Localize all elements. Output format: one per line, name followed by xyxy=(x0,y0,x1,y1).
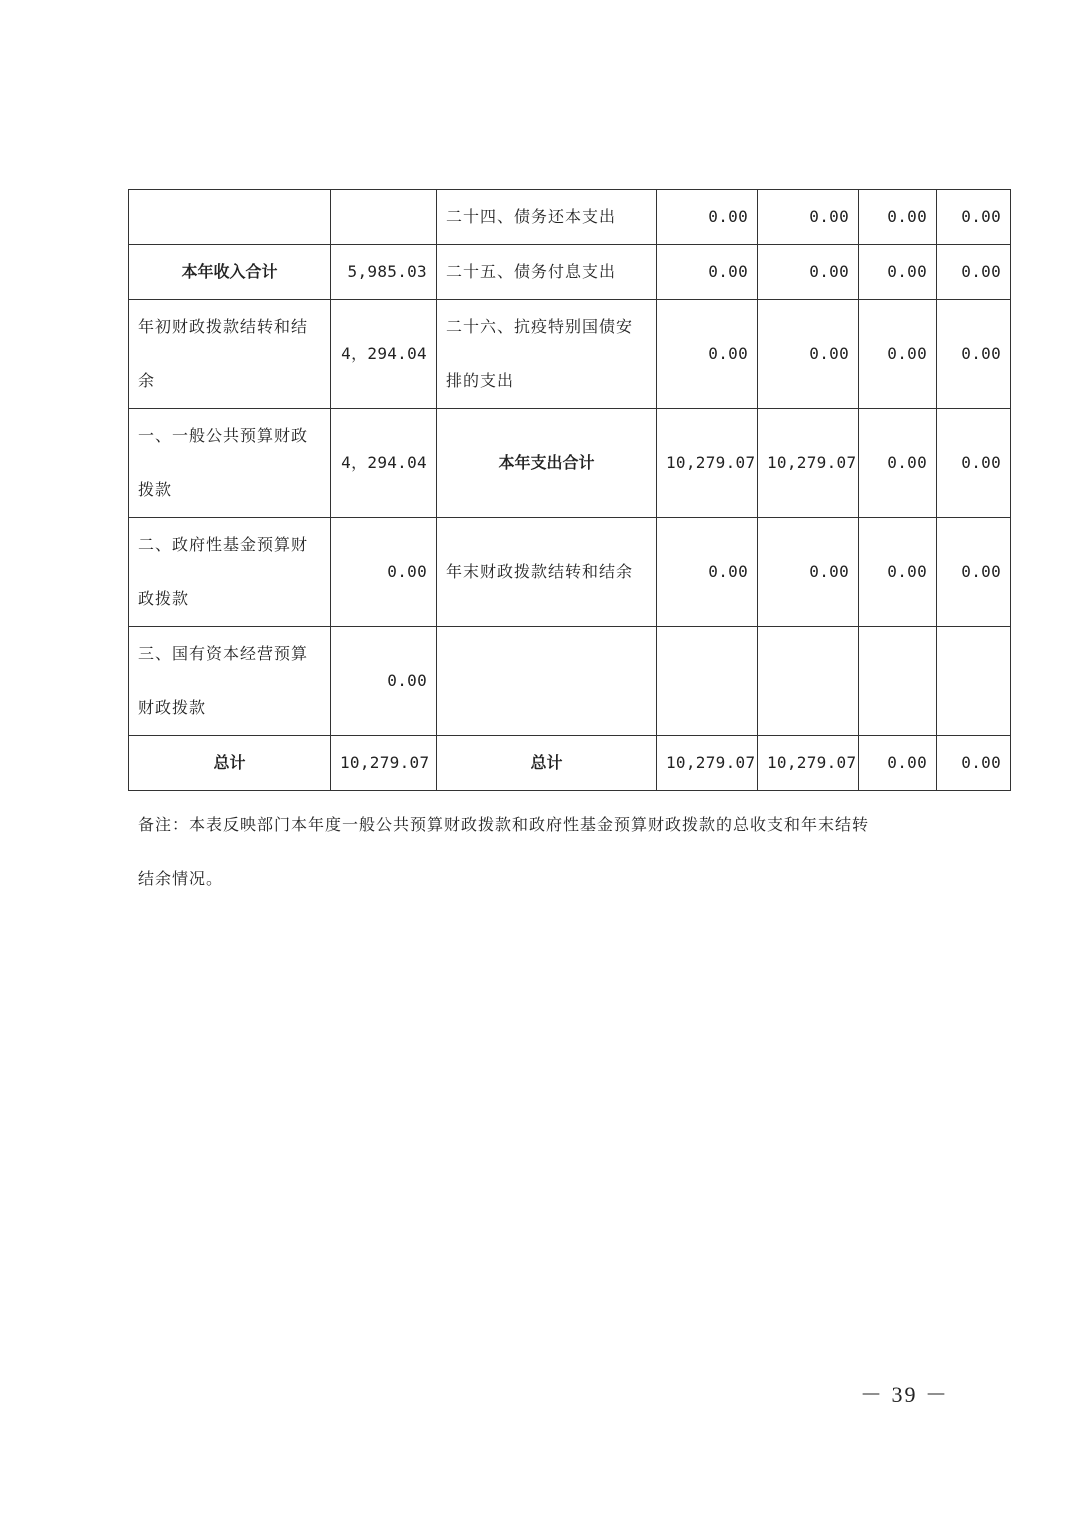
cell-label: 本年支出合计 xyxy=(437,409,657,518)
table-row xyxy=(129,409,1011,518)
cell-amount: 0.00 xyxy=(758,518,859,627)
cell-amount: 4，294.04 xyxy=(331,300,437,409)
cell-amount: 0.00 xyxy=(758,245,859,300)
cell-amount: 0.00 xyxy=(937,409,1011,518)
cell-amount: 10,279.07 xyxy=(331,736,437,791)
table-row xyxy=(129,190,1011,245)
cell-amount: 0.00 xyxy=(937,245,1011,300)
cell-label: 二十四、债务还本支出 xyxy=(437,190,657,245)
cell-label: 本年收入合计 xyxy=(129,245,331,300)
cell-amount: 0.00 xyxy=(657,518,758,627)
cell-amount: 0.00 xyxy=(331,518,437,627)
cell-amount: 0.00 xyxy=(859,736,937,791)
cell-amount xyxy=(758,627,859,736)
cell-amount: 0.00 xyxy=(937,300,1011,409)
cell-amount: 0.00 xyxy=(859,518,937,627)
table-row xyxy=(129,245,1011,300)
cell-label: 年末财政拨款结转和结余 xyxy=(437,518,657,627)
table-row xyxy=(129,300,1011,409)
cell-label: 二十五、债务付息支出 xyxy=(437,245,657,300)
cell-amount xyxy=(859,627,937,736)
cell-amount: 0.00 xyxy=(859,245,937,300)
cell-label: 一、一般公共预算财政拨款 xyxy=(129,409,331,518)
cell-amount: 5,985.03 xyxy=(331,245,437,300)
cell-label: 年初财政拨款结转和结余 xyxy=(129,300,331,409)
cell-label: 三、国有资本经营预算财政拨款 xyxy=(129,627,331,736)
table-row xyxy=(129,627,1011,736)
cell-amount: 0.00 xyxy=(758,190,859,245)
cell-label: 二、政府性基金预算财政拨款 xyxy=(129,518,331,627)
cell-amount xyxy=(657,627,758,736)
note-line-2: 结余情况。 xyxy=(138,869,224,888)
cell-label xyxy=(129,190,331,245)
note-line-1: 备注：本表反映部门本年度一般公共预算财政拨款和政府性基金预算财政拨款的总收支和年末结转 xyxy=(138,815,870,834)
cell-amount xyxy=(937,627,1011,736)
cell-amount: 0.00 xyxy=(859,409,937,518)
table-row xyxy=(129,518,1011,627)
cell-amount: 0.00 xyxy=(657,190,758,245)
cell-amount xyxy=(331,190,437,245)
cell-label: 总计 xyxy=(129,736,331,791)
cell-amount: 0.00 xyxy=(657,245,758,300)
cell-amount: 0.00 xyxy=(331,627,437,736)
cell-amount: 10,279.07 xyxy=(657,736,758,791)
cell-amount: 4，294.04 xyxy=(331,409,437,518)
cell-amount: 10,279.07 xyxy=(758,409,859,518)
cell-label xyxy=(437,627,657,736)
table-row-total xyxy=(129,736,1011,791)
cell-amount: 0.00 xyxy=(937,518,1011,627)
cell-amount: 10,279.07 xyxy=(758,736,859,791)
budget-table xyxy=(128,189,1011,791)
cell-amount: 10,279.07 xyxy=(657,409,758,518)
cell-label: 二十六、抗疫特别国债安排的支出 xyxy=(437,300,657,409)
page-number: － 39 － xyxy=(860,1382,950,1407)
cell-amount: 0.00 xyxy=(937,190,1011,245)
cell-amount: 0.00 xyxy=(859,190,937,245)
cell-amount: 0.00 xyxy=(859,300,937,409)
cell-amount: 0.00 xyxy=(758,300,859,409)
cell-amount: 0.00 xyxy=(937,736,1011,791)
cell-amount: 0.00 xyxy=(657,300,758,409)
cell-label: 总计 xyxy=(437,736,657,791)
